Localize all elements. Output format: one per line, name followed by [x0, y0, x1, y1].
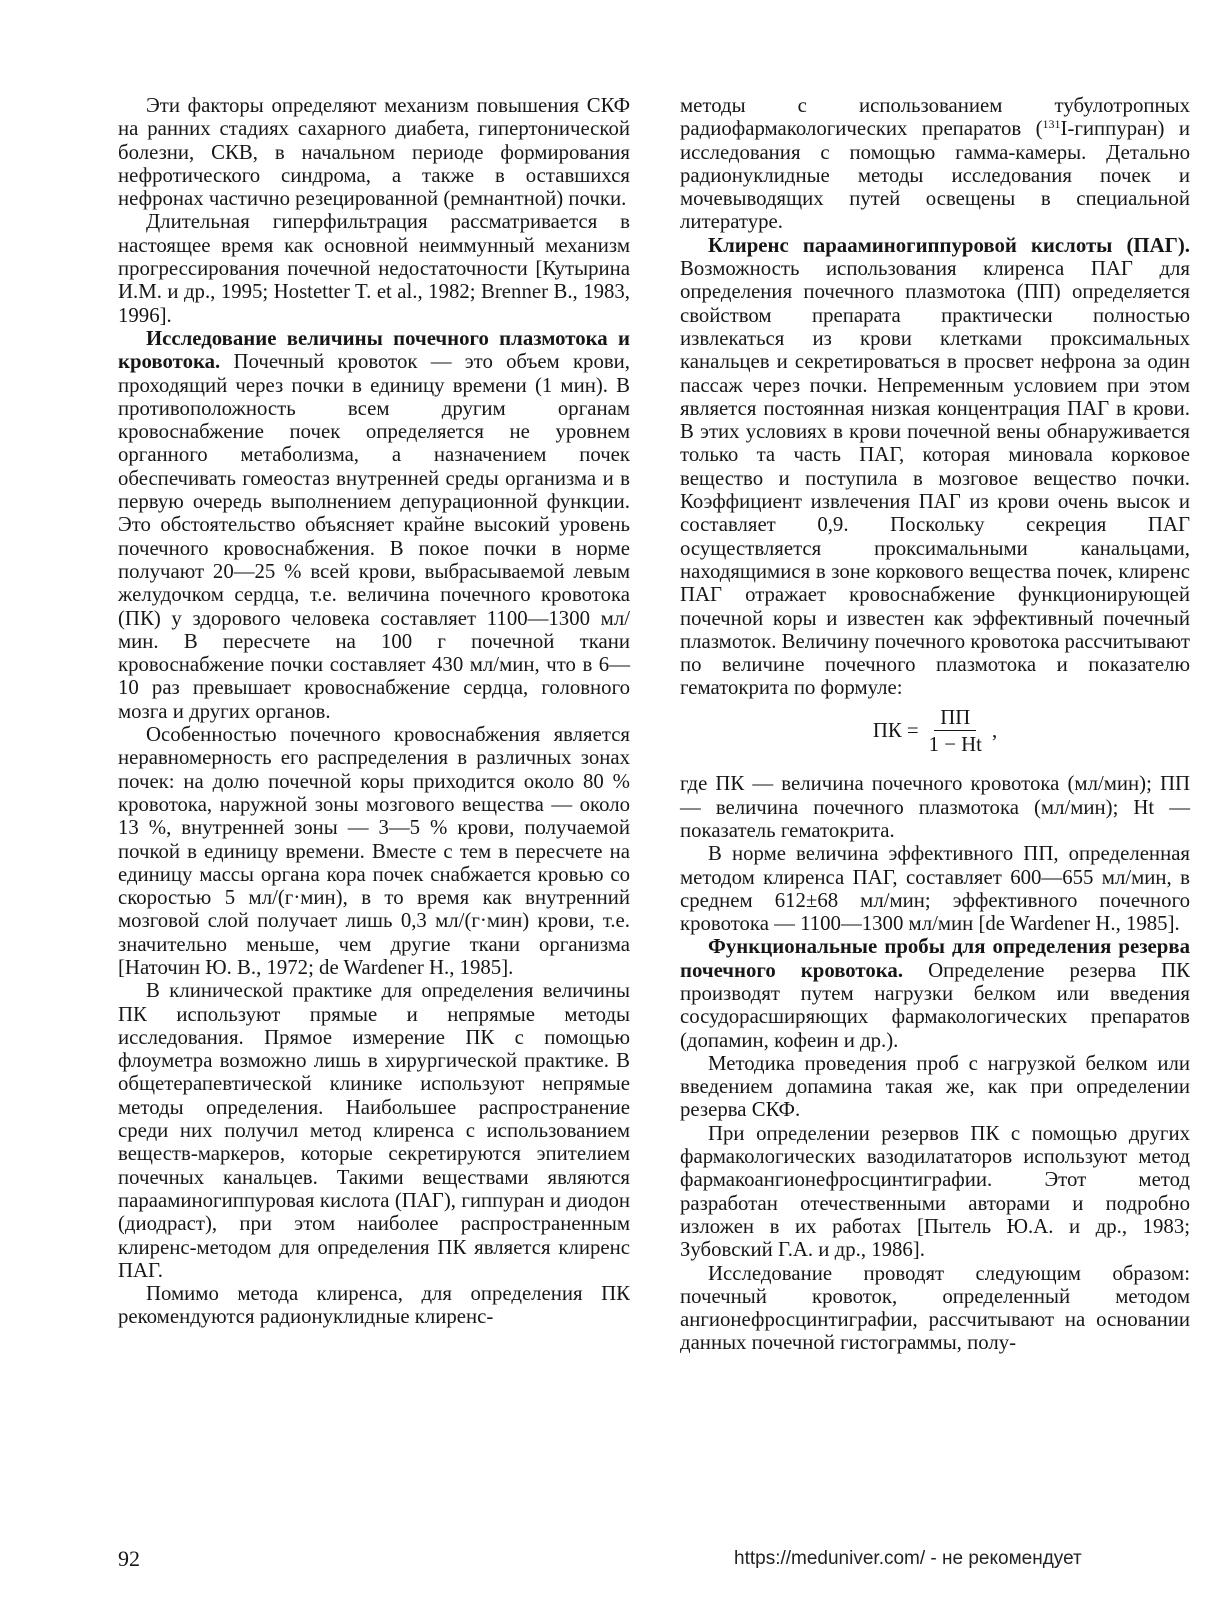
paragraph: [680, 234, 1190, 700]
right-column: [680, 94, 1190, 1355]
paragraph-text: Определение резерва ПК производят путем нагрузки белком или введения сосудорасширяющих фармакологических препаратов (допамин, кофеин и др.).: [680, 958, 1191, 1052]
formula-numerator: ПП: [934, 706, 976, 731]
paragraph-text: I-гиппуран) и исследования с помощью гамма-камеры. Детально радионуклидные методы исследования почек и мочевыводящих путей освещены в специальной литературе.: [680, 117, 1190, 234]
paragraph: При определении резервов ПК с помощью других фармакологических вазодилататоров используют метод фармакоангионефросцинтиграфии. Этот метод разработан отечественными авторами и подробно изложен в их работах [Пытель Ю.А. и др., 1983; Зубовский Г.А. и др., 1986].: [680, 1121, 1190, 1262]
paragraph: В клинической практике для определения величины ПК используют прямые и непрямые методы исследования. Прямое измерение ПК с помощью флоуметра возможно лишь в хирургической практике. В общетерапевтической клинике используют непрямые методы определения. Наибольшее распространение среди них получил метод клиренса с использованием веществ-маркеров, которые секретируются эпителием почечных канальцев. Такими веществами являются парааминогиппуровая кислота (ПАГ), гиппуран и диодон (диодраст), при этом наиболее распространенным клиренс-методом для определения ПК является клиренс ПАГ.: [118, 979, 630, 1282]
page-number: 92: [118, 1546, 140, 1571]
isotope-superscript: 131: [1042, 117, 1061, 132]
paragraph: Особенностью почечного кровоснабжения является неравномерность его распределения в различных зонах почек: на долю почечной коры приходится около 80 % кровотока, наружной зоны мозгового вещества — около 13 %, внутренней зоны — 3—5 % крови, получаемой почкой в единицу времени. Вместе с тем в пересчете на единицу массы органа кора почек снабжается кровью со скоростью 5 мл/(г·мин), в то время как внутренний мозговой слой получает лишь 0,3 мл/(г·мин) крови, т.е. значительно меньше, чем другие ткани организма [Наточин Ю. В., 1972; de Wardener H., 1985].: [118, 723, 630, 979]
paragraph: где ПК — величина почечного кровотока (мл/мин); ПП — величина почечного плазмотока (мл/мин); Ht — показатель гематокрита.: [680, 772, 1190, 842]
paragraph: Длительная гиперфильтрация рассматривается в настоящее время как основной неиммунный механизм прогрессирования почечной недостаточности [Кутырина И.М. и др., 1995; Hostetter T. et al., 1982; Brenner B., 1983, 1996].: [118, 210, 630, 327]
paragraph: [118, 327, 630, 723]
paragraph: В норме величина эффективного ПП, определенная методом клиренса ПАГ, составляет 600—655 мл/мин, в среднем 612±68 мл/мин; эффективного почечного кровотока — 1100—1300 мл/мин [de Wardener H., 1985].: [680, 842, 1190, 936]
formula-lhs: ПК =: [872, 719, 919, 743]
formula-fraction: [923, 706, 988, 757]
footer-url: https://meduniver.com/ - не рекомендует: [734, 1548, 1082, 1569]
section-heading: Исследование величины почечного плазмотока и кровотока.: [118, 326, 630, 374]
paragraph: Помимо метода клиренса, для определения ПК рекомендуются радионуклидные клиренс-: [118, 1282, 630, 1329]
paragraph: Методика проведения проб с нагрузкой белком или введением допамина такая же, как при определении резерва СКФ.: [680, 1051, 1190, 1122]
paragraph: Исследование проводят следующим образом: почечный кровоток, определенный методом ангионефросцинтиграфии, рассчитывают на основании данных почечной гистограммы, полу-: [680, 1261, 1190, 1355]
paragraph-text: Почечный кровоток — это объем крови, проходящий через почки в единицу времени (1 мин). В противоположность всем другим органам кровоснабжение почек определяется не уровнем органного метаболизма, а назначением почек обеспечивать гомеостаз внутренней среды организма и в первую очередь выполнением депурационной функции. Это обстоятельство объясняет крайне высокий уровень почечного кровоснабжения. В покое почки в норме получают 20—25 % всей крови, выбрасываемой левым желудочком сердца, т.е. величина почечного кровотока (ПК) у здорового человека составляет 1100—1300 мл/мин. В пересчете на 100 г почечной ткани кровоснабжение почки составляет 430 мл/мин, что в 6—10 раз превышает кровоснабжение сердца, головного мозга и других органов.: [118, 350, 630, 723]
formula-denominator: 1 − Ht: [928, 733, 982, 757]
section-heading: Функциональные пробы для определения резерва почечного кровотока.: [680, 935, 1190, 982]
formula-trailing: ,: [991, 719, 998, 743]
paragraph: [680, 94, 1190, 234]
paragraph-text: методы с использованием тубулотропных радиофармакологических препаратов (: [680, 94, 1190, 141]
left-column: [118, 94, 630, 1329]
paragraph: [680, 935, 1190, 1051]
formula: [680, 706, 1190, 757]
section-heading: Клиренс парааминогиппуровой кислоты (ПАГ).: [708, 233, 1190, 257]
paragraph: Эти факторы определяют механизм повышения СКФ на ранних стадиях сахарного диабета, гипертонической болезни, СКВ, в начальном периоде формирования нефротического синдрома, а также в оставшихся нефронах частично резецированной (ремнантной) почки.: [118, 94, 630, 211]
paragraph-text: Возможность использования клиренса ПАГ для определения почечного плазмотока (ПП) определяется свойством препарата практически полностью извлекаться из крови клетками проксимальных канальцев и секретироваться в просвет нефрона за один пассаж через почки. Непременным условием при этом является постоянная низкая концентрация ПАГ в крови. В этих условиях в крови почечной вены обнаруживается только та часть ПАГ, которая миновала корковое вещество и поступила в мозговое вещество почки. Коэффициент извлечения ПАГ из крови очень высок и составляет 0,9. Поскольку секреция ПАГ осуществляется проксимальными канальцами, находящимися в зоне коркового вещества почек, клиренс ПАГ отражает кровоснабжение функционирующей почечной коры и известен как эффективный почечный плазмоток. Величину почечного кровотока рассчитывают по величине почечного плазмотока и показателю гематокрита по формуле:: [680, 257, 1190, 700]
